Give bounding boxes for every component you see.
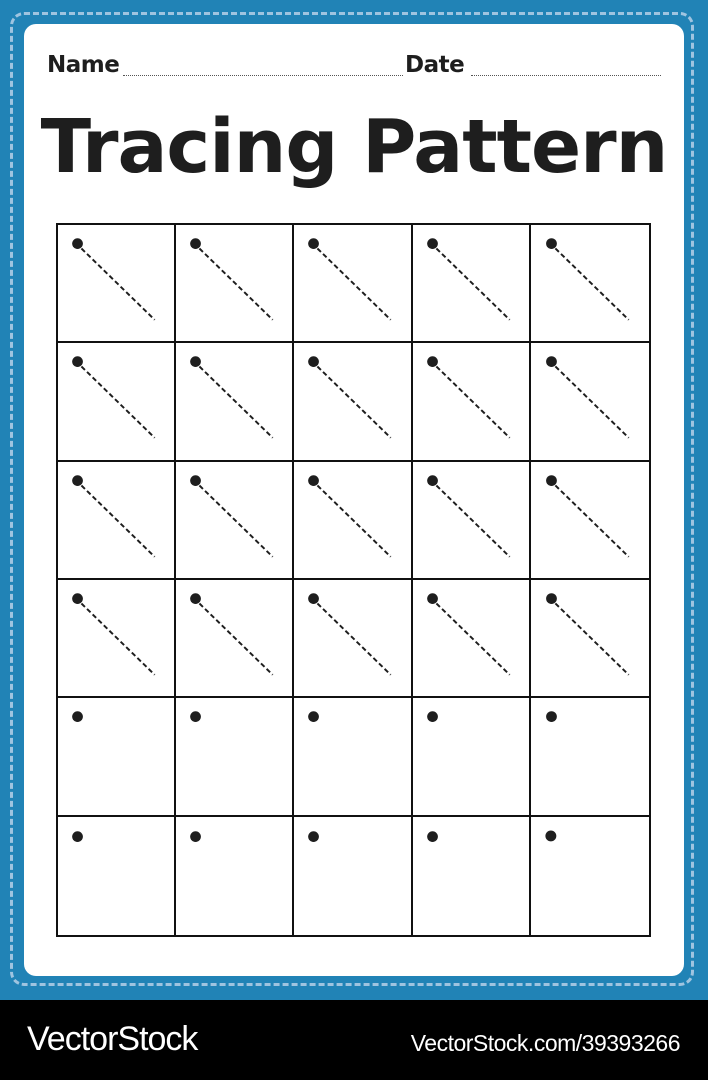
- brand-logo: VectorStock: [27, 1020, 198, 1058]
- tracing-guide-icon: [58, 817, 174, 935]
- tracing-guide-icon: [413, 225, 529, 341]
- tracing-guide-icon: [413, 698, 529, 814]
- tracing-guide-icon: [294, 225, 410, 341]
- tracing-cell[interactable]: [176, 580, 294, 698]
- name-date-row: [47, 52, 661, 80]
- tracing-cell[interactable]: [531, 698, 649, 816]
- tracing-guide-icon: [531, 462, 649, 578]
- date-label: Date: [405, 52, 465, 78]
- tracing-cell[interactable]: [413, 225, 531, 343]
- page-title: Tracing Pattern: [40, 104, 668, 190]
- tracing-guide-icon: [176, 225, 292, 341]
- tracing-guide-icon: [58, 462, 174, 578]
- tracing-grid: [56, 223, 651, 937]
- tracing-guide-icon: [531, 225, 649, 341]
- tracing-guide-icon: [531, 343, 649, 459]
- tracing-cell[interactable]: [531, 462, 649, 580]
- tracing-cell[interactable]: [531, 343, 649, 461]
- name-label: Name: [47, 52, 120, 78]
- tracing-guide-icon: [531, 817, 649, 935]
- tracing-cell[interactable]: [176, 462, 294, 580]
- tracing-guide-icon: [294, 698, 410, 814]
- tracing-guide-icon: [176, 817, 292, 935]
- name-field-line[interactable]: [123, 75, 403, 76]
- tracing-guide-icon: [294, 462, 410, 578]
- tracing-guide-icon: [531, 698, 649, 814]
- tracing-guide-icon: [176, 580, 292, 696]
- tracing-cell[interactable]: [413, 462, 531, 580]
- tracing-cell[interactable]: [294, 580, 412, 698]
- tracing-guide-icon: [413, 580, 529, 696]
- tracing-cell[interactable]: [58, 580, 176, 698]
- tracing-guide-icon: [413, 462, 529, 578]
- tracing-guide-icon: [176, 343, 292, 459]
- tracing-guide-icon: [58, 225, 174, 341]
- tracing-cell[interactable]: [531, 817, 649, 935]
- tracing-guide-icon: [294, 817, 410, 935]
- tracing-cell[interactable]: [294, 462, 412, 580]
- tracing-guide-icon: [58, 580, 174, 696]
- tracing-cell[interactable]: [531, 225, 649, 343]
- tracing-guide-icon: [58, 698, 174, 814]
- tracing-cell[interactable]: [176, 817, 294, 935]
- tracing-guide-icon: [413, 817, 529, 935]
- tracing-cell[interactable]: [531, 580, 649, 698]
- tracing-cell[interactable]: [294, 817, 412, 935]
- tracing-cell[interactable]: [58, 698, 176, 816]
- tracing-guide-icon: [176, 462, 292, 578]
- tracing-guide-icon: [294, 580, 410, 696]
- tracing-cell[interactable]: [176, 225, 294, 343]
- tracing-cell[interactable]: [58, 343, 176, 461]
- tracing-cell[interactable]: [413, 580, 531, 698]
- tracing-cell[interactable]: [413, 343, 531, 461]
- tracing-guide-icon: [531, 580, 649, 696]
- tracing-cell[interactable]: [176, 343, 294, 461]
- watermark-footer: [0, 1000, 708, 1080]
- tracing-cell[interactable]: [176, 698, 294, 816]
- tracing-guide-icon: [294, 343, 410, 459]
- tracing-cell[interactable]: [58, 225, 176, 343]
- tracing-cell[interactable]: [58, 462, 176, 580]
- tracing-guide-icon: [413, 343, 529, 459]
- stock-url: VectorStock.com/39393266: [410, 1030, 680, 1056]
- tracing-cell[interactable]: [58, 817, 176, 935]
- tracing-cell[interactable]: [413, 698, 531, 816]
- tracing-guide-icon: [176, 698, 292, 814]
- date-field-line[interactable]: [471, 75, 661, 76]
- tracing-cell[interactable]: [294, 698, 412, 816]
- tracing-cell[interactable]: [294, 343, 412, 461]
- tracing-guide-icon: [58, 343, 174, 459]
- tracing-cell[interactable]: [294, 225, 412, 343]
- tracing-cell[interactable]: [413, 817, 531, 935]
